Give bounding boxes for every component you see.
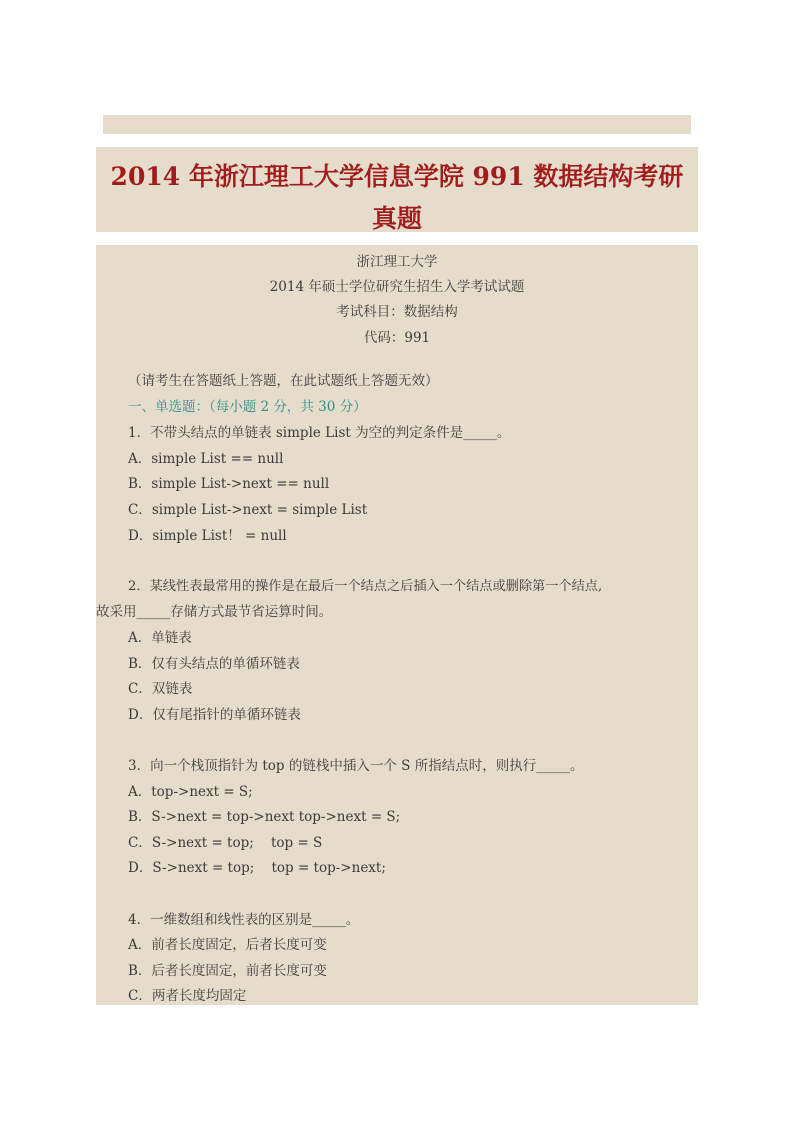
answer-note: （请考生在答题纸上答题，在此试题纸上答题无效）: [128, 373, 439, 389]
section-heading: 一、单选题：（每小题 2 分，共 30 分）: [128, 399, 367, 415]
question-3-option-d: D．S->next = top; top = top->next;: [128, 860, 386, 876]
question-4-stem: 4．一维数组和线性表的区别是_____。: [128, 912, 360, 928]
question-1-stem: 1．不带头结点的单链表 simple List 为空的判定条件是_____。: [128, 425, 511, 441]
question-3-stem: 3．向一个栈顶指针为 top 的链栈中插入一个 S 所指结点时，则执行_____。: [128, 758, 584, 774]
question-1-option-c: C．simple List->next = simple List: [128, 502, 368, 518]
exam-subject: 考试科目：数据结构: [336, 304, 458, 320]
question-3-option-a: A．top->next = S;: [128, 784, 253, 800]
question-1-option-d: D．simple List！ = null: [128, 528, 287, 544]
question-2-option-b: B．仅有头结点的单循环链表: [128, 656, 300, 672]
question-1-option-a: A．simple List == null: [128, 451, 284, 467]
question-3-option-b: B．S->next = top->next top->next = S;: [128, 809, 401, 825]
exam-content: [96, 245, 698, 1005]
question-2-option-c: C．双链表: [128, 681, 193, 697]
question-2-stem-line-1: 2．某线性表最常用的操作是在最后一个结点之后插入一个结点或删除第一个结点,: [128, 579, 603, 594]
exam-code: 代码：991: [363, 330, 431, 346]
question-4-option-b: B．后者长度固定，前者长度可变: [128, 963, 327, 979]
question-1-option-b: B．simple List->next == null: [128, 476, 330, 492]
question-3-option-c: C．S->next = top; top = S: [128, 835, 323, 851]
page-title-line-1: 2014 年浙江理工大学信息学院 991 数据结构考研: [110, 162, 684, 191]
question-2-option-d: D．仅有尾指针的单循环链表: [128, 707, 301, 723]
page-title-line-2: 真题: [371, 204, 422, 233]
question-4-option-c: C．两者长度均固定: [128, 988, 247, 1004]
question-2-stem-line-2: 故采用_____存储方式最节省运算时间。: [96, 604, 333, 620]
question-4-option-a: A．前者长度固定，后者长度可变: [128, 937, 327, 953]
header-bar: [103, 115, 691, 134]
exam-title: 2014 年硕士学位研究生招生入学考试试题: [269, 279, 525, 295]
title-banner: [96, 147, 698, 232]
question-2-option-a: A．单链表: [128, 630, 192, 646]
school-name: 浙江理工大学: [356, 254, 438, 270]
